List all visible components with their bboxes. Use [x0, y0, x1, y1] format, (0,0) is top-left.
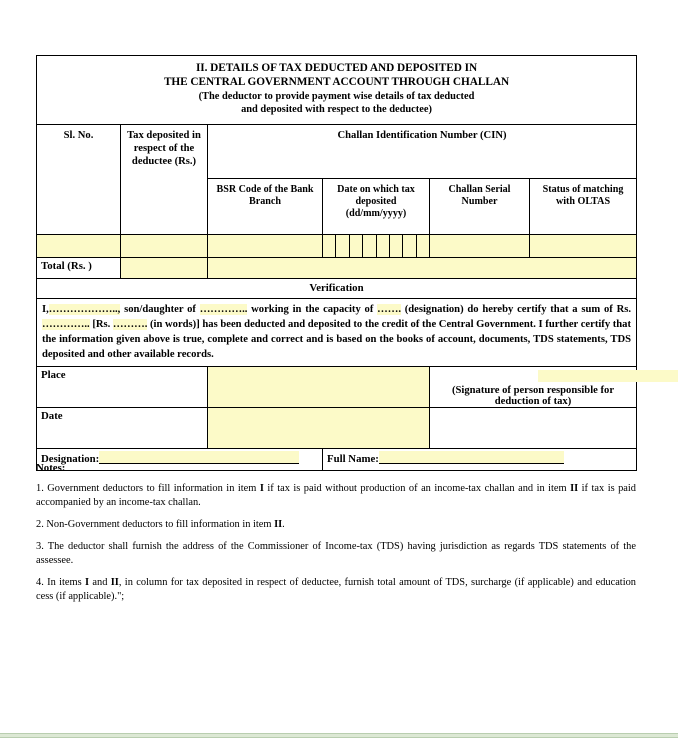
verif-blank-amount-figures[interactable]: …………..	[42, 318, 90, 330]
verif-seg-6: (in words)] has been deducted and deposited to the credit of the Central Government. I further certify that the information given above is true, complete and correct and is based on the books of account, documents, TDS statements, TDS deposited and other available records.	[42, 318, 632, 360]
page-bottom-rule	[0, 733, 678, 738]
total-row-filler	[208, 257, 637, 278]
place-label: Place	[37, 366, 208, 407]
verif-seg-5: [Rs.	[89, 318, 113, 330]
date-boxes-strip[interactable]	[323, 235, 429, 257]
note-text-1: 1. Government deductors to fill information in item	[36, 483, 260, 495]
note-text-1: 3. The deductor shall furnish the address of the Commissioner of Income-tax (TDS) having jurisdiction as regards TDS statements of the assessee.	[36, 541, 636, 567]
notes-title: Notes:	[36, 462, 66, 474]
date-box[interactable]	[323, 235, 336, 257]
header-tax-deposited: Tax deposited in respect of the deductee (Rs.)	[121, 124, 208, 234]
note-text-2: and	[89, 577, 111, 589]
place-row	[37, 366, 637, 407]
note-bold-1: II	[274, 519, 283, 531]
form-heading-cell	[37, 56, 637, 125]
note-text-3: if tax is paid accompanied by an income-tax challan.	[36, 483, 636, 509]
date-box[interactable]	[363, 235, 376, 257]
verification-body-row	[37, 298, 637, 366]
header-challan-serial: Challan Serial Number	[430, 178, 530, 234]
signature-highlight	[538, 370, 678, 382]
header-status-oltas: Status of matching with OLTAS	[530, 178, 637, 234]
heading-line-1: II. DETAILS OF TAX DEDUCTED AND DEPOSITED IN	[195, 62, 478, 74]
header-date-line-1: Date on which tax	[337, 183, 415, 195]
verif-seg-4: (designation) do hereby certify that a sum of Rs.	[400, 303, 631, 315]
data-entry-row	[37, 234, 637, 257]
table-header-row-1	[37, 124, 637, 178]
date-box[interactable]	[390, 235, 403, 257]
note-text-1: 4. In items	[36, 577, 86, 589]
verification-title: Verification	[37, 278, 637, 298]
note-text-3: , in column for tax deposited in respect of deductee, furnish total amount of TDS, surcharge (if applicable) and education cess (if applicable).";	[36, 577, 636, 603]
heading-sub-2: and deposited with respect to the deductee)	[241, 104, 432, 116]
input-date-deposited[interactable]	[323, 234, 430, 257]
header-date-deposited	[323, 178, 430, 234]
signature-cell[interactable]	[430, 366, 637, 407]
date-box[interactable]	[377, 235, 390, 257]
total-label: Total (Rs. )	[37, 257, 121, 278]
note-bold-1: I	[259, 483, 264, 495]
note-item	[36, 482, 636, 510]
input-bsr-code[interactable]	[208, 234, 323, 257]
verif-seg-3: working in the capacity of	[247, 303, 378, 315]
verif-blank-amount-words[interactable]: ……….	[112, 318, 148, 330]
input-place[interactable]	[208, 366, 430, 407]
verif-blank-name[interactable]: ………………..,	[48, 303, 121, 315]
date-box[interactable]	[350, 235, 363, 257]
heading-sub-1: (The deductor to provide payment wise details of tax deducted	[198, 90, 475, 102]
verif-blank-capacity[interactable]: …….	[377, 303, 401, 315]
date-box[interactable]	[336, 235, 349, 257]
notes-section	[36, 461, 636, 612]
date-row-blank	[430, 407, 637, 448]
note-text-2: if tax is paid without production of an income-tax challan and in item	[263, 483, 571, 495]
input-sl-no[interactable]	[37, 234, 121, 257]
fullname-label: Full Name:	[327, 452, 379, 465]
signature-caption: (Signature of person responsible for deduction of tax)	[451, 384, 615, 407]
date-row	[37, 407, 637, 448]
input-tax-deposited[interactable]	[121, 234, 208, 257]
input-date[interactable]	[208, 407, 430, 448]
heading-line-2: THE CENTRAL GOVERNMENT ACCOUNT THROUGH CHALLAN	[163, 76, 510, 89]
note-item	[36, 540, 636, 568]
note-bold-2: II	[570, 483, 579, 495]
header-bsr-code: BSR Code of the Bank Branch	[208, 178, 323, 234]
date-box[interactable]	[403, 235, 416, 257]
note-item	[36, 518, 636, 532]
header-date-line-3: (dd/mm/yyyy)	[345, 208, 407, 220]
date-label: Date	[37, 407, 208, 448]
date-box[interactable]	[417, 235, 429, 257]
verification-title-row	[37, 278, 637, 298]
input-total-amount[interactable]	[121, 257, 208, 278]
note-text-2: .	[282, 519, 285, 531]
note-bold-2: II	[110, 577, 119, 589]
note-item	[36, 576, 636, 604]
input-challan-serial[interactable]	[430, 234, 530, 257]
verif-seg-2: son/daughter of	[120, 303, 200, 315]
note-text-1: 2. Non-Government deductors to fill information in item	[36, 519, 275, 531]
total-row	[37, 257, 637, 278]
note-bold-1: I	[85, 577, 90, 589]
header-cin: Challan Identification Number (CIN)	[208, 124, 637, 178]
verification-body	[37, 298, 637, 366]
tds-challan-form-table	[36, 55, 637, 471]
input-status-oltas[interactable]	[530, 234, 637, 257]
verif-blank-parent[interactable]: …………..	[199, 303, 248, 315]
header-sl-no: Sl. No.	[37, 124, 121, 234]
designation-label: Designation:	[41, 452, 100, 465]
header-date-line-2: deposited	[355, 195, 397, 207]
verif-seg-1: I,	[42, 303, 49, 315]
form-heading-row	[37, 56, 637, 125]
